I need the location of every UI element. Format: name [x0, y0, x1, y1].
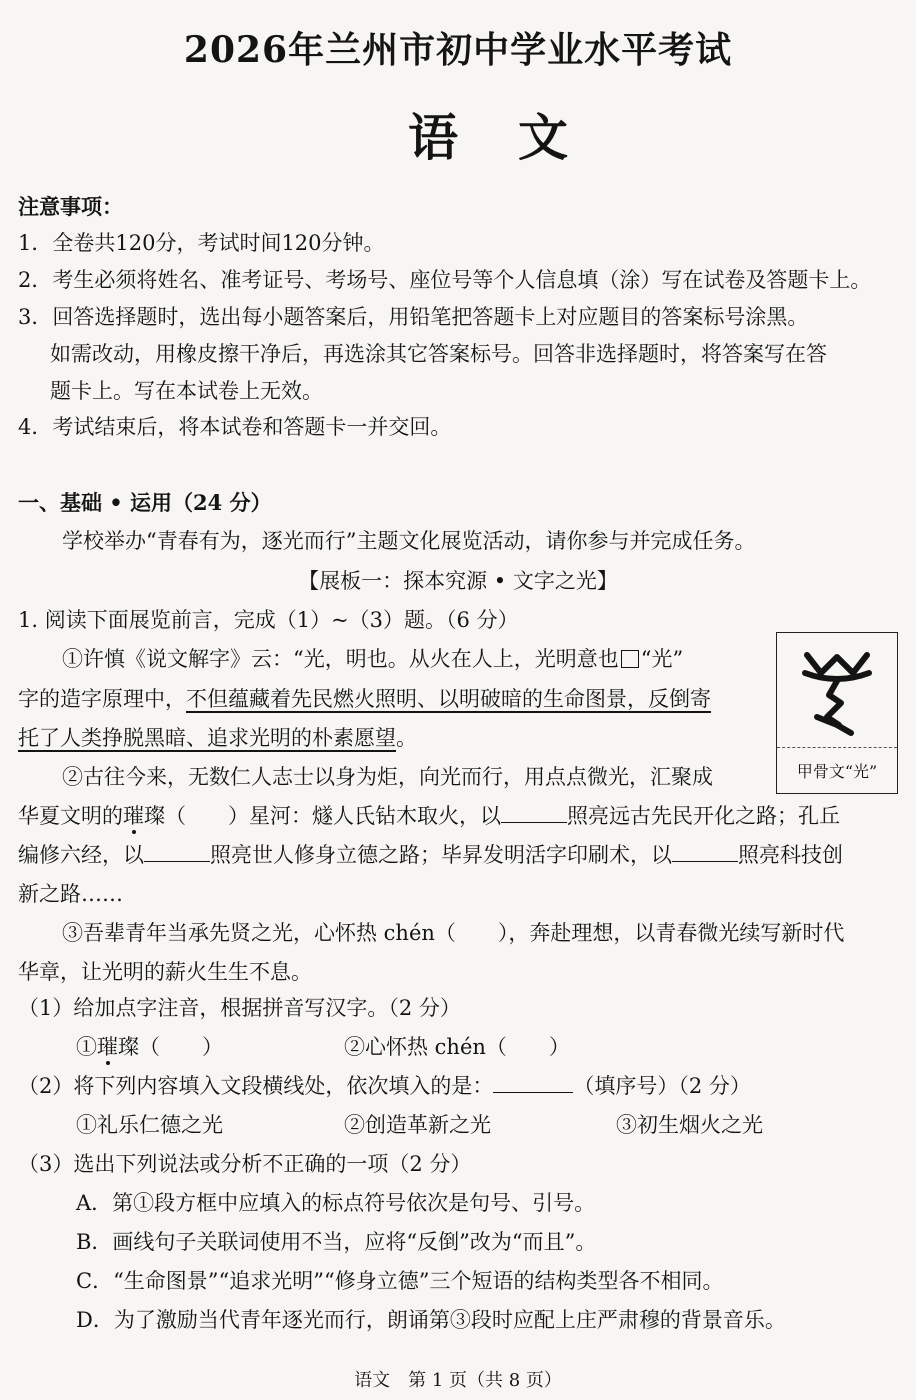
dotted-character: 璀 — [97, 1035, 118, 1059]
passage-text: ①许慎《说文解字》云：“光，明也。从火在人上，光明意也 — [62, 647, 619, 671]
section-intro: 学校举办“青春有为，逐光而行”主题文化展览活动，请你参与并完成任务。 — [62, 529, 756, 553]
subq-1-heading: （1）给加点字注音，根据拼音写汉字。（2 分） — [18, 996, 461, 1020]
subq-2-option-2: ②创造革新之光 — [344, 1113, 491, 1137]
passage-p2-line2 — [18, 801, 840, 831]
subq-3-heading: （3）选出下列说法或分析不正确的一项（2 分） — [18, 1152, 472, 1176]
passage-text: 璨（ ）星河：燧人氏钻木取火，以 — [144, 804, 501, 828]
item-text: ① — [76, 1035, 97, 1059]
subq-2-heading — [18, 1071, 751, 1101]
passage-p1-line1 — [62, 644, 683, 674]
passage-p2-line1: ②古往今来，无数仁人志士以身为炬，向光而行，用点点微光，汇聚成 — [62, 765, 713, 789]
notice-item-4: 4．考试结束后，将本试卷和答题卡一并交回。 — [18, 415, 452, 439]
passage-text: 。 — [396, 726, 417, 750]
fill-blank — [501, 802, 567, 823]
passage-p3-line2: 华章，让光明的薪火生生不息。 — [18, 960, 312, 984]
subq-3-option-a: A．第①段方框中应填入的标点符号依次是句号、引号。 — [76, 1191, 596, 1215]
caption-divider — [777, 747, 897, 748]
passage-text: 字的造字原理中， — [18, 687, 186, 711]
oracle-bone-figure — [776, 632, 898, 794]
answer-blank — [493, 1072, 573, 1093]
subq-1-item-a — [76, 1032, 223, 1062]
passage-p1-line3 — [18, 723, 417, 753]
page-footer: 语文 第 1 页（共 8 页） — [354, 1370, 562, 1391]
passage-p2-line4: 新之路…… — [18, 882, 123, 906]
oracle-bone-guang-icon — [777, 633, 897, 747]
item-text: （2）将下列内容填入文段横线处，依次填入的是： — [18, 1074, 494, 1098]
subq-1-item-b: ②心怀热 chén（ ） — [344, 1035, 570, 1059]
punctuation-box — [621, 650, 639, 668]
notice-item-3: 3．回答选择题时，选出每小题答案后，用铅笔把答题卡上对应题目的答案标号涂黑。 — [18, 305, 809, 329]
notice-item-3-cont: 如需改动，用橡皮擦干净后，再选涂其它答案标号。回答非选择题时，将答案写在答 — [50, 342, 827, 366]
passage-text: 照亮远古先民开化之路；孔丘 — [567, 804, 840, 828]
item-text: 璨（ ） — [118, 1035, 223, 1059]
passage-p2-line3 — [18, 840, 843, 870]
subq-3-option-d: D．为了激励当代青年逐光而行，朗诵第③段时应配上庄严肃穆的背景音乐。 — [76, 1308, 786, 1332]
passage-p1-line2 — [18, 684, 711, 714]
fill-blank — [144, 841, 210, 862]
passage-text: 编修六经，以 — [18, 843, 144, 867]
exam-title: 2026年兰州市初中学业水平考试 — [183, 29, 733, 71]
notice-heading: 注意事项： — [18, 194, 123, 219]
item-text: （填序号）（2 分） — [573, 1074, 751, 1098]
section-heading: 一、基础 • 运用（24 分） — [18, 490, 272, 515]
notice-item-2: 2．考生必须将姓名、准考证号、考场号、座位号等个人信息填（涂）写在试卷及答题卡上。 — [18, 268, 872, 292]
board-title: 【展板一：探本究源 • 文字之光】 — [298, 569, 618, 593]
passage-text: “光” — [640, 647, 684, 671]
underlined-sentence: 托了人类挣脱黑暗、追求光明的朴素愿望 — [18, 726, 396, 750]
underlined-sentence: 不但蕴藏着先民燃火照明、以明破暗的生命图景，反倒寄 — [186, 687, 711, 711]
passage-text: 华夏文明的 — [18, 804, 123, 828]
question-1-stem: 1. 阅读下面展览前言，完成（1）~（3）题。（6 分） — [18, 608, 519, 632]
passage-text: 照亮科技创 — [738, 843, 843, 867]
passage-p3-line1: ③吾辈青年当承先贤之光，心怀热 chén（ ），奔赴理想，以青春微光续写新时代 — [62, 921, 845, 945]
subq-3-option-c: C．“生命图景”“追求光明”“修身立德”三个短语的结构类型各不相同。 — [76, 1269, 724, 1293]
notice-item-3-cont2: 题卡上。写在本试卷上无效。 — [50, 379, 323, 403]
passage-text: 照亮世人修身立德之路；毕昇发明活字印刷术，以 — [210, 843, 672, 867]
notice-item-1: 1．全卷共120分，考试时间120分钟。 — [18, 231, 385, 255]
fill-blank — [672, 841, 738, 862]
dotted-character: 璀 — [123, 804, 144, 828]
oracle-caption: 甲骨文“光” — [796, 762, 878, 781]
subq-3-option-b: B．画线句子关联词使用不当，应将“反倒”改为“而且”。 — [76, 1230, 597, 1254]
subject-title: 语文 — [408, 108, 628, 167]
subq-2-option-1: ①礼乐仁德之光 — [76, 1113, 223, 1137]
subq-2-option-3: ③初生烟火之光 — [616, 1113, 763, 1137]
